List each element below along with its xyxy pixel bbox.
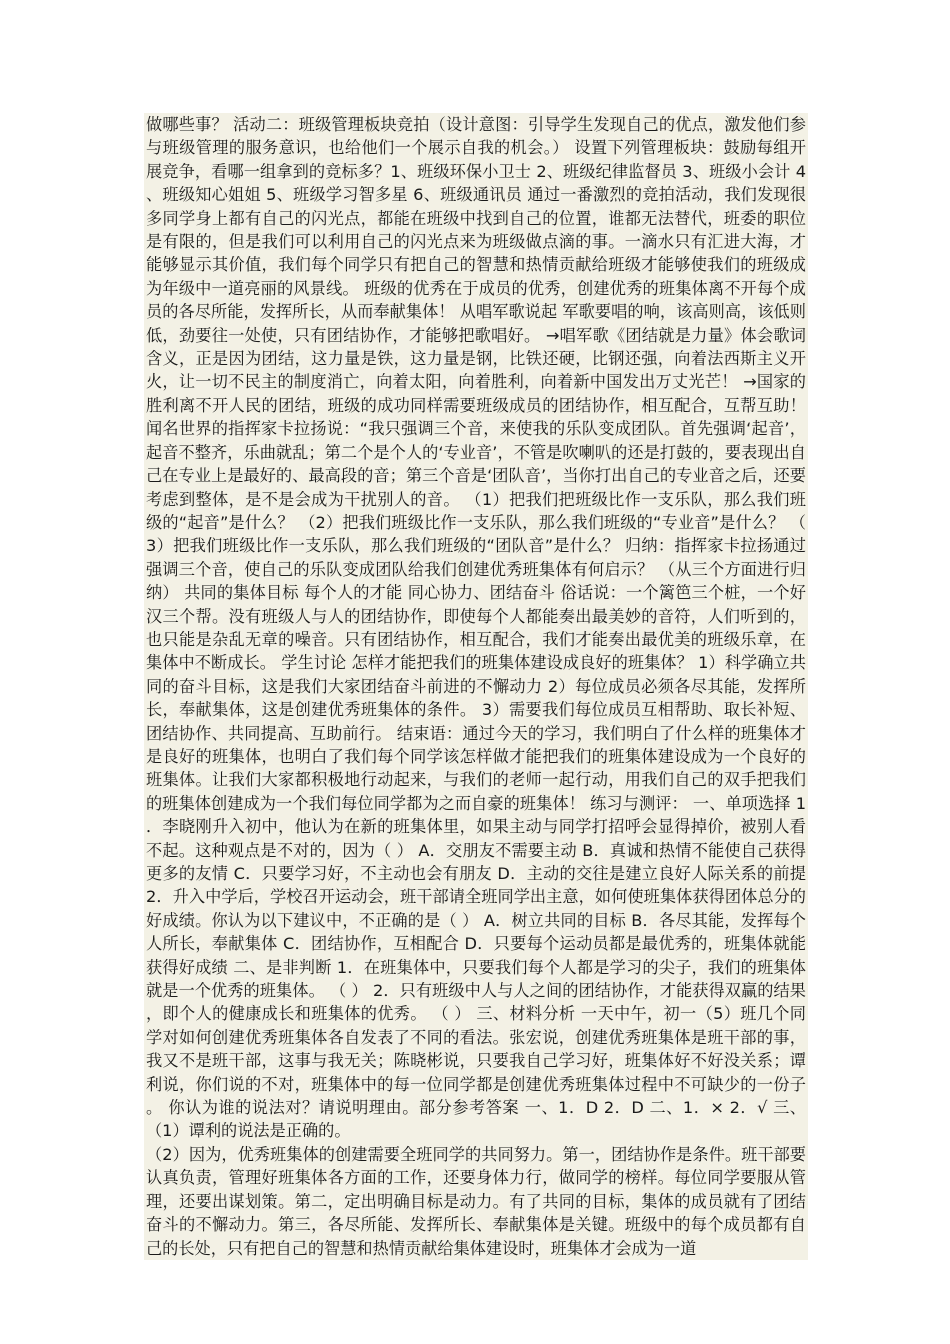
paragraph-main: 做哪些事？ 活动二：班级管理板块竞拍（设计意图：引导学生发现自己的优点，激发他们参与班级管理的服务意识，也给他们一个展示自我的机会。） 设置下列管理板块：鼓励每组开展竞争，看哪一组拿到的竞标多？1、班级环保小卫士 2、班级纪律监督员 3、班级小会计 4、班级知心姐姐 5、班级学习智多星 6、班级通讯员 通过一番激烈的竞拍活动，我们发现很多同学身上都有自己的闪光点，都能在班级中找到自己的位置，谁都无法替代，班委的职位是有限的，但是我们可以利用自己的闪光点来为班级做点滴的事。一滴水只有汇进大海，才能够显示其价值，我们每个同学只有把自己的智慧和热情贡献给班级才能够使我们的班级成为年级中一道亮丽的风景线。 班级的优秀在于成员的优秀，创建优秀的班集体离不开每个成员的各尽所能，发挥所长，从而奉献集体！ 从唱军歌说起 军歌要唱的响，该高则高，该低则低，劲要往一处使，只有团结协作，才能够把歌唱好。 →唱军歌《团结就是力量》体会歌词含义，正是因为团结，这力量是铁，这力量是钢，比铁还硬，比钢还强，向着法西斯主义开火，让一切不民主的制度消亡，向着太阳，向着胜利，向着新中国发出万丈光芒！ →国家的胜利离不开人民的团结，班级的成功同样需要班级成员的团结协作，相互配合，互帮互助！ 闻名世界的指挥家卡拉扬说：“我只强调三个音，来使我的乐队变成团队。首先强调‘起音’，起音不整齐，乐曲就乱；第二个是个人的‘专业音’，不管是吹喇叭的还是打鼓的，要表现出自己在专业上是最好的、最高段的音；第三个音是‘团队音’，当你打出自己的专业音之后，还要考虑到整体，是不是会成为干扰别人的音。 （1）把我们把班级比作一支乐队，那么我们班级的“起音”是什么？ （2）把我们班级比作一支乐队，那么我们班级的“专业音”是什么？ （3）把我们班级比作一支乐队，那么我们班级的“团队音”是什么？ 归纳：指挥家卡拉扬通过强调三个音，使自己的乐队变成团队给我们创建优秀班集体有何启示？ （从三个方面进行归纳） 共同的集体目标 每个人的才能 同心协力、团结奋斗 俗话说：一个篱笆三个桩，一个好汉三个帮。没有班级人与人的团结协作，即使每个人都能奏出最美妙的音符，人们听到的，也只能是杂乱无章的噪音。只有团结协作，相互配合，我们才能奏出最优美的班级乐章，在集体中不断成长。 学生讨论 怎样才能把我们的班集体建设成良好的班集体？ 1）科学确立共同的奋斗目标，这是我们大家团结奋斗前进的不懈动力 2）每位成员必须各尽其能，发挥所长，奉献集体，这是创建优秀班集体的条件。 3）需要我们每位成员互相帮助、取长补短、团结协作、共同提高、互助前行。 结束语：通过今天的学习，我们明白了什么样的班集体才是良好的班集体，也明白了我们每个同学该怎样做才能把我们的班集体建设成为一个良好的班集体。让我们大家都积极地行动起来，与我们的老师一起行动，用我们自己的双手把我们的班集体创建成为一个我们每位同学都为之而自豪的班集体！ 练习与测评： 一、单项选择 1．李晓刚升入初中，他认为在新的班集体里，如果主动与同学打招呼会显得掉价，被别人看不起。这种观点是不对的，因为（ ） A．交朋友不需要主动 B．真诚和热情不能使自己获得更多的友情 C．只要学习好，不主动也会有朋友 D．主动的交往是建立良好人际关系的前提 2．升入中学后，学校召开运动会，班干部请全班同学出主意，如何使班集体获得团体总分的好成绩。你认为以下建议中，不正确的是（ ） A．树立共同的目标 B．各尽其能，发挥每个人所长，奉献集体 C．团结协作，互相配合 D．只要每个运动员都是最优秀的，班集体就能获得好成绩 二、是非判断 1．在班集体中，只要我们每个人都是学习的尖子，我们的班集体就是一个优秀的班集体。 （ ） 2．只有班级中人与人之间的团结协作，才能获得双赢的结果，即个人的健康成长和班集体的优秀。 （ ） 三、材料分析 一天中午，初一（5）班几个同学对如何创建优秀班集体各自发表了不同的看法。张宏说，创建优秀班集体是班干部的事，我又不是班干部，这事与我无关；陈晓彬说，只要我自己学习好，班集体好不好没关系；谭利说，你们说的不对，班集体中的每一位同学都是创建优秀班集体过程中不可缺少的一份子。 你认为谁的说法对？请说明理由。部分参考答案 一、1．D 2．D 二、1．× 2．√ 三、 （1）谭利的说法是正确的。 [146, 115, 806, 1141]
paragraph-answer: （2）因为，优秀班集体的创建需要全班同学的共同努力。第一，团结协作是条件。班干部要认真负责，管理好班集体各方面的工作，还要身体力行，做同学的榜样。每位同学要服从管理，还要出谋划策。第二，定出明确目标是动力。有了共同的目标，集体的成员就有了团结奋斗的不懈动力。第三，各尽所能、发挥所长、奉献集体是关键。班级中的每个成员都有自己的长处，只有把自己的智慧和热情贡献给集体建设时，班集体才会成为一道 [146, 1144, 806, 1258]
document-body [144, 113, 808, 1260]
